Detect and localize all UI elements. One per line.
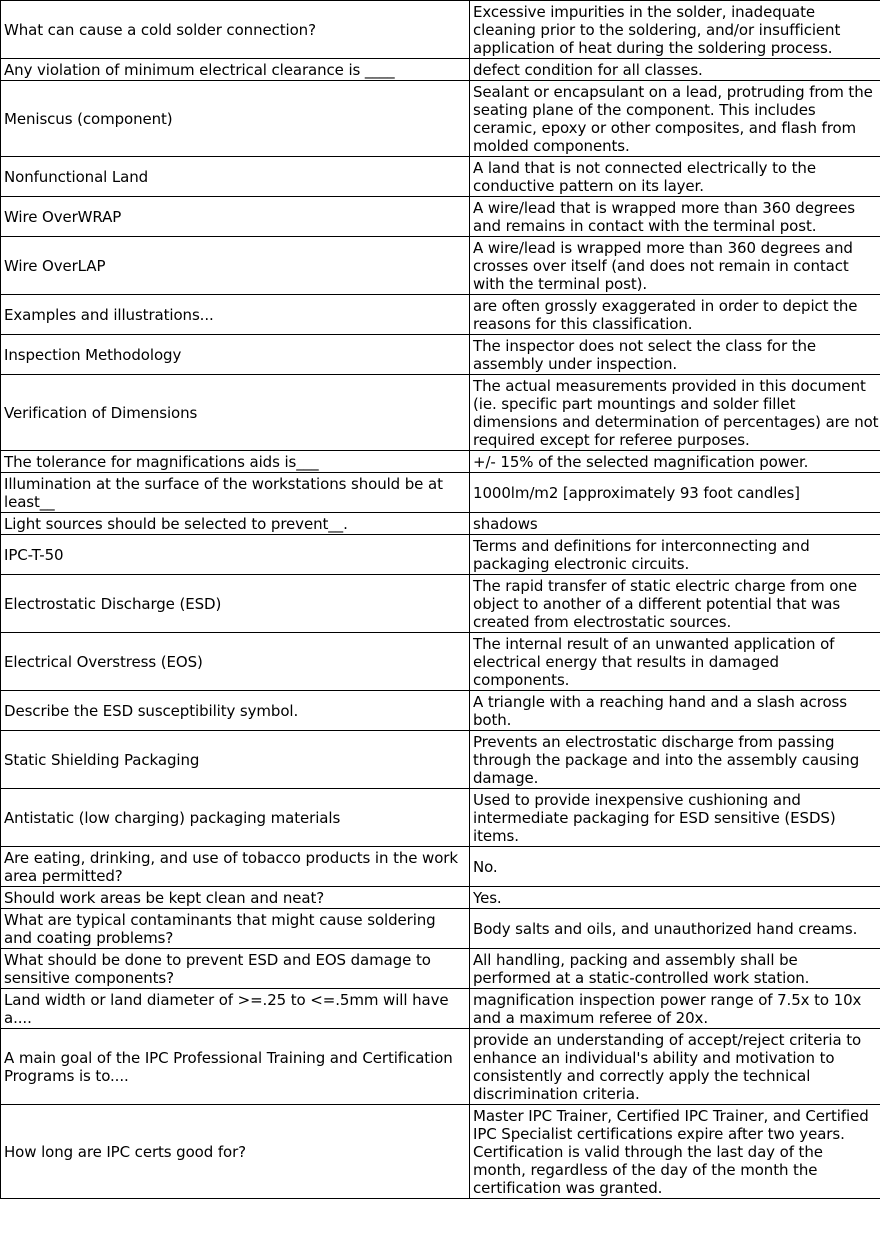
flashcard-row [1, 473, 880, 513]
flashcard-definition: No. [470, 847, 880, 887]
flashcard-row [1, 197, 880, 237]
flashcard-definition: defect condition for all classes. [470, 59, 880, 81]
flashcard-term: Describe the ESD susceptibility symbol. [1, 691, 470, 731]
flashcard-definition: The inspector does not select the class for the assembly under inspection. [470, 335, 880, 375]
flashcard-row [1, 847, 880, 887]
flashcard-row [1, 1, 880, 59]
flashcard-term: Are eating, drinking, and use of tobacco products in the work area permitted? [1, 847, 470, 887]
flashcard-term: What should be done to prevent ESD and EOS damage to sensitive components? [1, 949, 470, 989]
flashcard-definition: The internal result of an unwanted application of electrical energy that results in damaged components. [470, 633, 880, 691]
flashcard-definition: shadows [470, 513, 880, 535]
flashcard-definition: A triangle with a reaching hand and a slash across both. [470, 691, 880, 731]
flashcard-row [1, 1029, 880, 1105]
flashcard-definition: A land that is not connected electrically to the conductive pattern on its layer. [470, 157, 880, 197]
flashcard-term: Land width or land diameter of >=.25 to <=.5mm will have a.... [1, 989, 470, 1029]
flashcard-term: IPC-T-50 [1, 535, 470, 575]
flashcard-definition: magnification inspection power range of 7.5x to 10x and a maximum referee of 20x. [470, 989, 880, 1029]
flashcard-definition: are often grossly exaggerated in order to depict the reasons for this classification. [470, 295, 880, 335]
flashcard-definition: A wire/lead that is wrapped more than 360 degrees and remains in contact with the terminal post. [470, 197, 880, 237]
flashcard-term: Antistatic (low charging) packaging materials [1, 789, 470, 847]
flashcard-term: Wire OverLAP [1, 237, 470, 295]
flashcard-row [1, 633, 880, 691]
flashcard-term: Static Shielding Packaging [1, 731, 470, 789]
flashcard-row [1, 691, 880, 731]
flashcard-term: Electrical Overstress (EOS) [1, 633, 470, 691]
flashcard-row [1, 949, 880, 989]
flashcard-term: Light sources should be selected to prevent__. [1, 513, 470, 535]
flashcard-term: Illumination at the surface of the workstations should be at least__ [1, 473, 470, 513]
flashcard-term: A main goal of the IPC Professional Training and Certification Programs is to.... [1, 1029, 470, 1105]
flashcard-row [1, 513, 880, 535]
flashcard-row [1, 535, 880, 575]
flashcard-row [1, 157, 880, 197]
flashcard-rows [1, 1, 880, 1199]
flashcard-definition: Used to provide inexpensive cushioning and intermediate packaging for ESD sensitive (ESDS) items. [470, 789, 880, 847]
flashcard-row [1, 789, 880, 847]
flashcard-term: What are typical contaminants that might cause soldering and coating problems? [1, 909, 470, 949]
flashcard-row [1, 909, 880, 949]
flashcard-row [1, 81, 880, 157]
flashcard-row [1, 731, 880, 789]
flashcard-term: How long are IPC certs good for? [1, 1105, 470, 1199]
flashcard-term: Examples and illustrations... [1, 295, 470, 335]
flashcard-definition: The rapid transfer of static electric charge from one object to another of a different potential that was created from electrostatic sources. [470, 575, 880, 633]
flashcard-definition: Yes. [470, 887, 880, 909]
flashcard-definition: Body salts and oils, and unauthorized hand creams. [470, 909, 880, 949]
flashcard-definition: 1000lm/m2 [approximately 93 foot candles] [470, 473, 880, 513]
flashcard-definition: Master IPC Trainer, Certified IPC Trainer, and Certified IPC Specialist certifications expire after two years. Certification is valid through the last day of the month, regardless of the day of the month the certification was granted. [470, 1105, 880, 1199]
flashcard-definition: provide an understanding of accept/reject criteria to enhance an individual's ability and motivation to consistently and correctly apply the technical discrimination criteria. [470, 1029, 880, 1105]
flashcard-row [1, 335, 880, 375]
flashcard-term: What can cause a cold solder connection? [1, 1, 470, 59]
flashcard-term: Any violation of minimum electrical clearance is ____ [1, 59, 470, 81]
flashcard-row [1, 295, 880, 335]
flashcard-row [1, 887, 880, 909]
flashcard-term: Electrostatic Discharge (ESD) [1, 575, 470, 633]
flashcard-row [1, 1105, 880, 1199]
flashcard-term: Verification of Dimensions [1, 375, 470, 451]
flashcard-row [1, 451, 880, 473]
flashcard-definition: Prevents an electrostatic discharge from passing through the package and into the assembly causing damage. [470, 731, 880, 789]
flashcard-term: Inspection Methodology [1, 335, 470, 375]
flashcard-row [1, 59, 880, 81]
flashcard-definition: +/- 15% of the selected magnification power. [470, 451, 880, 473]
flashcard-term: Nonfunctional Land [1, 157, 470, 197]
flashcard-definition: Sealant or encapsulant on a lead, protruding from the seating plane of the component. This includes ceramic, epoxy or other composites, and flash from molded components. [470, 81, 880, 157]
flashcard-definition: A wire/lead is wrapped more than 360 degrees and crosses over itself (and does not remain in contact with the terminal post). [470, 237, 880, 295]
flashcard-term: Meniscus (component) [1, 81, 470, 157]
flashcard-row [1, 375, 880, 451]
flashcard-definition: Excessive impurities in the solder, inadequate cleaning prior to the soldering, and/or insufficient application of heat during the soldering process. [470, 1, 880, 59]
flashcard-term: Should work areas be kept clean and neat? [1, 887, 470, 909]
flashcard-definition: The actual measurements provided in this document (ie. specific part mountings and solder fillet dimensions and determination of percentages) are not required except for referee purposes. [470, 375, 880, 451]
flashcard-definition: Terms and definitions for interconnecting and packaging electronic circuits. [470, 535, 880, 575]
flashcard-row [1, 575, 880, 633]
flashcard-term: The tolerance for magnifications aids is___ [1, 451, 470, 473]
flashcard-definition: All handling, packing and assembly shall be performed at a static-controlled work station. [470, 949, 880, 989]
flashcard-term: Wire OverWRAP [1, 197, 470, 237]
flashcard-row [1, 237, 880, 295]
flashcard-row [1, 989, 880, 1029]
